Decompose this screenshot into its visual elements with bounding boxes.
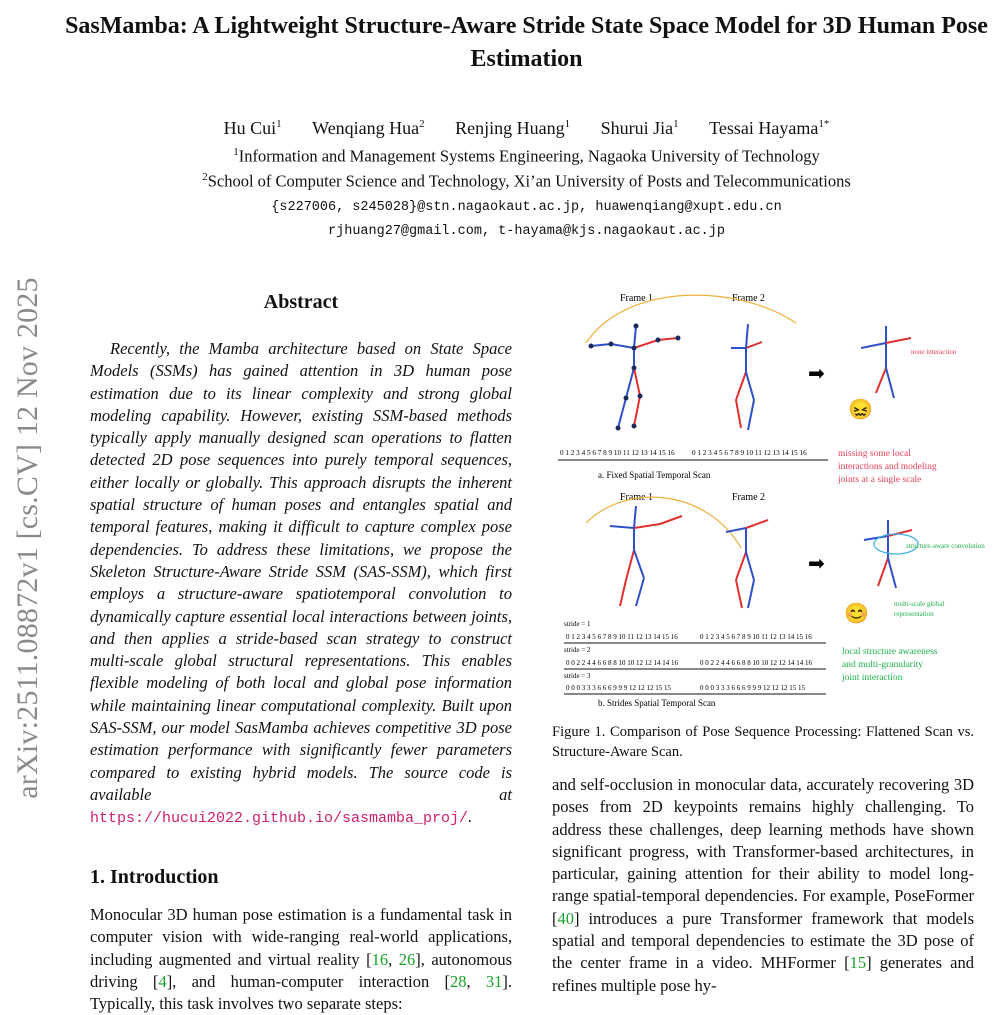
- author: Hu Cui$^1$: [223, 118, 282, 138]
- panel-a: [558, 293, 957, 485]
- frame-1-label: Frame 1: [620, 293, 654, 304]
- sequence-tick-labels: 0 0 0 3 3 3 6 6 6 9 9 9 12 12 12 15 15: [700, 684, 805, 692]
- author: Renjing Huang$^1$: [455, 118, 571, 138]
- convolution-note: structure-aware convolution: [906, 542, 985, 550]
- arrow-icon: ➡: [808, 553, 825, 575]
- panel-b-label: b. Strides Spatial Temporal Scan: [598, 698, 716, 708]
- section-heading-introduction: 1. Introduction: [90, 866, 219, 888]
- figure-1: [556, 288, 985, 708]
- stride-label: stride = 1: [564, 620, 591, 628]
- author-list: [60, 118, 993, 139]
- citation-link[interactable]: 26: [398, 949, 416, 969]
- frame-1-label: Frame 1: [620, 492, 654, 503]
- skeleton-result-a: [861, 326, 911, 398]
- sequence-tick-labels: 0 1 2 3 4 5 6 7 8 9 10 11 12 13 14 15 16: [692, 449, 807, 457]
- skeleton-result-b: [864, 520, 918, 588]
- skeleton-frame-1: [610, 506, 682, 606]
- affiliation: $^2$School of Computer Science and Technology, Xi’an University of Posts and Telecommunications: [202, 171, 851, 191]
- sequence-tick-labels: 0 0 2 2 4 4 6 6 8 8 10 10 12 12 14 14 16: [566, 659, 678, 667]
- affiliation: $^1$Information and Management Systems Engineering, Nagaoka University of Technology: [233, 146, 820, 166]
- panel-b: [564, 492, 985, 708]
- sequence-tick-labels: 0 0 2 2 4 4 6 6 8 8 10 10 12 12 14 14 16: [700, 659, 812, 667]
- panel-a-label: a. Fixed Spatial Temporal Scan: [598, 470, 711, 480]
- arrow-icon: ➡: [808, 363, 825, 385]
- citation-link[interactable]: 15: [849, 953, 867, 973]
- skeleton-frame-2: [731, 324, 762, 430]
- global-note: multi-scale global: [894, 600, 945, 608]
- confused-face-icon: 😖: [848, 399, 873, 421]
- panel-a-desc: missing some local: [838, 449, 911, 459]
- introduction-paragraph: Monocular 3D human pose estimation is a fundamental task in computer vision with wide-ranging real-world applications, including augmented and virtual reality [16, 26], autonomous driving [4], and human-computer interaction [28, 31]. Typically, this task involves two separate steps:: [90, 905, 513, 1014]
- email-line: rjhuang27@gmail.com, t-hayama@kjs.nagaokaut.ac.jp: [328, 224, 725, 239]
- skeleton-frame-2: [726, 520, 768, 608]
- citation-link[interactable]: 28: [449, 971, 467, 991]
- citation-link[interactable]: 40: [557, 908, 574, 928]
- sequence-tick-labels: 0 1 2 3 4 5 6 7 8 9 10 11 12 13 14 15 16: [560, 449, 675, 457]
- body-paragraph: and self-occlusion in monocular data, accurately recovering 3D poses from 2D keypoints remains highly challenging. To address these challenges, deep learning methods have shown significant progress, with Transformer-based architectures, in particular, gaining attention for their ability to model long-range spatial-temporal dependencies. For example, PoseFormer [40] introduces a pure Transformer framework that models spatial and temporal dependencies to estimate the 3D pose of the center frame in a video. MHFormer [15] generates and refines multiple pose hy-: [552, 775, 974, 995]
- skeleton-frame-1: [591, 326, 678, 428]
- citation-link[interactable]: 4: [158, 971, 167, 991]
- citation-link[interactable]: 31: [485, 971, 503, 991]
- panel-b-desc: joint interaction: [842, 673, 903, 683]
- citation-link[interactable]: 16: [371, 949, 389, 969]
- author: Shurui Jia$^1$: [600, 118, 679, 138]
- panel-a-desc: joints at a single scale: [838, 475, 922, 485]
- arxiv-side-label: arXiv:2511.08872v1 [cs.CV] 12 Nov 2025: [11, 277, 44, 799]
- email-line: {s227006, s245028}@stn.nagaokaut.ac.jp, huawenqiang@xupt.edu.cn: [271, 200, 782, 215]
- sequence-tick-labels: 0 1 2 3 4 5 6 7 8 9 10 11 12 13 14 15 16: [700, 633, 812, 641]
- source-code-link[interactable]: https://hucui2022.github.io/sasmamba_proj/: [90, 810, 469, 828]
- figure-caption: Figure 1. Comparison of Pose Sequence Processing: Flattened Scan vs. Structure-Aware Scan.: [552, 724, 974, 760]
- none-interaction-note: none interaction: [911, 348, 957, 356]
- panel-b-desc: and multi-granularity: [842, 660, 923, 670]
- stride-label: stride = 3: [564, 672, 591, 680]
- sequence-tick-labels: 0 1 2 3 4 5 6 7 8 9 10 11 12 13 14 15 16: [566, 633, 678, 641]
- stride-label: stride = 2: [564, 646, 591, 654]
- author: Tessai Hayama$^{1*}$: [709, 118, 830, 138]
- global-note: representation: [894, 610, 934, 618]
- panel-a-desc: interactions and modeling: [838, 462, 937, 472]
- happy-face-icon: 😊: [844, 603, 869, 625]
- paper-title: SasMamba: A Lightweight Structure-Aware Stride State Space Model for 3D Human Pose Estimation: [65, 13, 988, 72]
- abstract-heading: Abstract: [263, 291, 339, 313]
- abstract-text: Recently, the Mamba architecture based on State Space Models (SSMs) has gained attention in 3D human pose estimation due to its linear complexity and strong global modeling capability. However, existing SSM-based methods typically apply manually designed scan operations to flatten detected 2D pose sequences into purely temporal sequences, either locally or globally. This approach disrupts the inherent spatial structure of human poses and entangles spatial and temporal features, making it difficult to capture complex pose dependencies. To address these limitations, we propose the Skeleton Structure-Aware Stride SSM (SAS-SSM), which first employs a structure-aware spatiotemporal convolution to dynamically capture essential local interactions between joints, and then applies a stride-based scan strategy to construct multi-scale global structural representations. This enables flexible modeling of both local and global pose information while maintaining linear computational complexity. Built upon SAS-SSM, our model SasMamba achieves competitive 3D pose estimation performance with significantly fewer parameters compared to existing hybrid models. The source code is available at https://hucui2022.github.io/sasmamba_proj/.: [90, 339, 512, 828]
- frame-2-label: Frame 2: [732, 492, 766, 503]
- sequence-tick-labels: 0 0 0 3 3 3 6 6 6 9 9 9 12 12 12 15 15: [566, 684, 671, 692]
- panel-b-desc: local structure awareness: [842, 647, 938, 657]
- author: Wenqiang Hua$^2$: [312, 118, 425, 138]
- frame-2-label: Frame 2: [732, 293, 766, 304]
